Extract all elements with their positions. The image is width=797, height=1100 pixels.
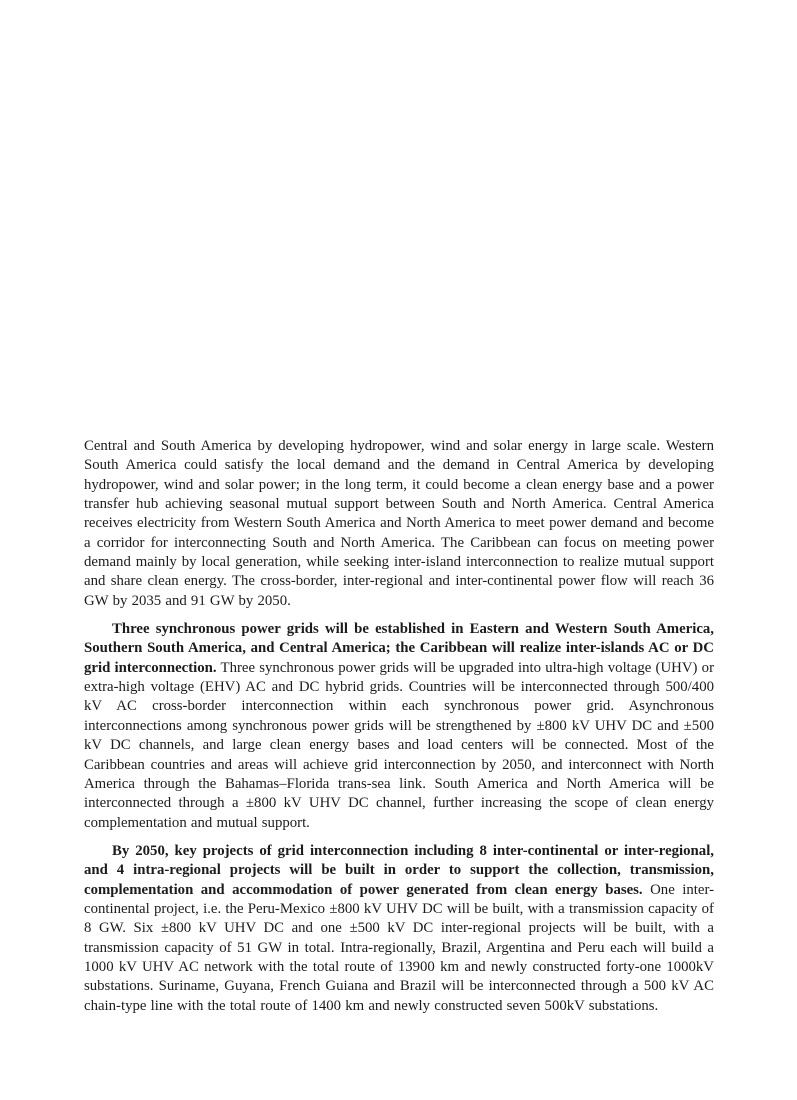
paragraph-3-body: One inter-continental project, i.e. the Peru-Mexico ±800 kV UHV DC will be built, with a transmission capacity of 8 GW. Six ±800 kV UHV DC and one ±500 kV DC inter-regional projects will be built, with a transmission capacity of 51 GW in total. Intra-regionally, Brazil, Argentina and Peru each will build a 1000 kV UHV AC network with the total route of 13900 km and newly constructed forty-one 1000kV substations. Suriname, Guyana, French Guiana and Brazil will be interconnected through a 500 kV AC chain-type line with the total route of 1400 km and newly constructed seven 500kV substations. bbox=[84, 881, 714, 1014]
text-block bbox=[84, 437, 714, 1016]
paragraph-1-body: Central and South America by developing hydropower, wind and solar energy in large scale. Western South America could satisfy the local demand and the demand in Central America by developing hydropower, wind and solar power; in the long term, it could become a clean energy base and a power transfer hub achieving seasonal mutual support between South and North America. Central America receives electricity from Western South America and North America to meet power demand and become a corridor for interconnecting South and North America. The Caribbean can focus on meeting power demand mainly by local generation, while seeking inter-island interconnection to realize mutual support and share clean energy. The cross-border, inter-regional and inter-continental power flow will reach 36 GW by 2035 and 91 GW by 2050. bbox=[84, 438, 714, 609]
paragraph-2-body: Three synchronous power grids will be upgraded into ultra-high voltage (UHV) or extra-high voltage (EHV) AC and DC hybrid grids. Countries will be interconnected through 500/400 kV AC cross-border interconnection within each synchronous power grid. Asynchronous interconnections among synchronous power grids will be strengthened by ±800 kV UHV DC and ±500 kV DC channels, and large clean energy bases and load centers will be connected. Most of the Caribbean countries and areas will achieve grid interconnection by 2050, and interconnect with North America through the Bahamas–Florida trans-sea link. South America and North America will be interconnected through a ±800 kV UHV DC channel, further increasing the scope of clean energy complementation and mutual support. bbox=[84, 659, 714, 831]
paragraph-2-bold-lead: Three synchronous power grids will be established in Eastern and Western South America, Southern South America, and Central America; the Caribbean will realize inter-islands AC or DC grid interconnection. bbox=[84, 621, 714, 676]
paragraph-3-bold-lead: By 2050, key projects of grid interconnection including 8 inter-continental or inter-regional, and 4 intra-regional projects will be built in order to support the collection, transmission, complementation and accommodation of power generated from clean energy bases. bbox=[84, 842, 714, 898]
paragraph-synchronous-grids bbox=[84, 620, 714, 833]
paragraph-continuation bbox=[84, 437, 714, 611]
paragraph-key-projects bbox=[84, 842, 714, 1016]
